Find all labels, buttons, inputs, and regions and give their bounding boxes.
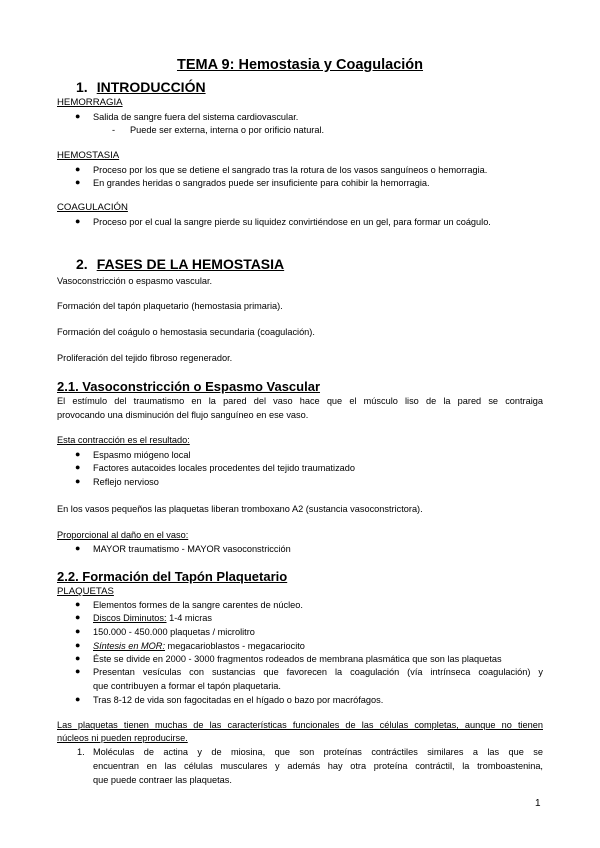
bullet-text: Elementos formes de la sangre carentes de núcleo. — [93, 600, 303, 610]
bullet-text: Éste se divide en 2000 - 3000 fragmentos rodeados de membrana plasmática que son las plaquetas — [93, 654, 502, 664]
bullet-text-underlined: Discos Diminutos: — [93, 613, 167, 623]
hemostasia-label: HEMOSTASIA — [57, 150, 120, 161]
plaquetas-bullet-3 — [75, 626, 255, 637]
bullet-text: Salida de sangre fuera del sistema cardiovascular. — [93, 112, 299, 122]
bullet-icon: ● — [75, 216, 81, 226]
bullet-text: Espasmo miógeno local — [93, 450, 191, 460]
bullet-icon: ● — [75, 177, 81, 187]
bullet-text: En grandes heridas o sangrados puede ser insuficiente para cohibir la hemorragia. — [93, 178, 430, 188]
plaquetas-label: PLAQUETAS — [57, 586, 114, 597]
page-number: 1 — [535, 798, 541, 809]
document-title: TEMA 9: Hemostasia y Coagulación — [176, 57, 424, 73]
result-bullet-2 — [75, 462, 355, 473]
bullet-icon: ● — [75, 612, 81, 622]
proportional-label: Proporcional al daño en el vaso: — [57, 530, 189, 540]
subsection-2-1-heading: 2.1. Vasoconstricción o Espasmo Vascular — [57, 379, 321, 394]
bullet-text-underlined: Síntesis en MOR: — [93, 641, 165, 651]
coagulacion-label: COAGULACIÓN — [57, 202, 128, 213]
bullet-text: 150.000 - 450.000 plaquetas / microlitro — [93, 627, 255, 637]
bullet-icon: ● — [75, 111, 81, 121]
bullet-text: Factores autacoides locales procedentes del tejido traumatizado — [93, 463, 355, 473]
bullet-icon: ● — [75, 653, 81, 663]
section-2-heading — [76, 256, 284, 272]
dash-text: Puede ser externa, interna o por orificio natural. — [130, 125, 325, 135]
bullet-icon: ● — [75, 626, 81, 636]
paragraph-line: Las plaquetas tienen muchas de las características funcionales de las células completas, aunque no tienen — [57, 720, 543, 730]
bullet-text: Tras 8-12 de vida son fagocitadas en el hígado o bazo por macrófagos. — [93, 695, 384, 705]
plaquetas-bullet-2 — [75, 612, 212, 623]
bullet-text: MAYOR traumatismo - MAYOR vasoconstricción — [93, 544, 291, 554]
plaquetas-bullet-5 — [75, 653, 502, 664]
paragraph-line: núcleos ni pueden reproducirse. — [57, 733, 188, 743]
section-2-title: FASES DE LA HEMOSTASIA — [96, 256, 285, 272]
bullet-icon: ● — [75, 164, 81, 174]
bullet-icon: ● — [75, 476, 81, 486]
phase-1: Vasoconstricción o espasmo vascular. — [57, 276, 213, 286]
bullet-icon: ● — [75, 449, 81, 459]
dash-icon: - — [112, 125, 116, 135]
paragraph-line: Presentan vesículas con sustancias que favorecen la coagulación (vía intrínseca coagulación) y — [93, 667, 543, 677]
bullet-text: Reflejo nervioso — [93, 477, 159, 487]
hemostasia-bullet-1 — [75, 164, 488, 175]
plaquetas-bullet-7 — [75, 694, 384, 705]
section-1-title: INTRODUCCIÓN — [96, 79, 206, 95]
plaquetas-bullet-1 — [75, 599, 303, 610]
hemorragia-bullet-1 — [75, 111, 299, 122]
hemostasia-bullet-2 — [75, 177, 430, 188]
phase-2: Formación del tapón plaquetario (hemostasia primaria). — [57, 301, 283, 311]
bullet-text: megacarioblastos - megacariocito — [165, 641, 305, 651]
coagulacion-bullet-1 — [75, 216, 491, 227]
bullet-text: 1-4 micras — [166, 613, 212, 623]
numbered-item-1-number: 1. — [77, 747, 85, 757]
plaquetas-bullet-4 — [75, 640, 305, 651]
phase-4: Proliferación del tejido fibroso regenerador. — [57, 353, 233, 363]
bullet-text: Proceso por el cual la sangre pierde su liquidez convirtiéndose en un gel, para formar un coágulo. — [93, 217, 491, 227]
bullet-icon: ● — [75, 666, 81, 676]
hemorragia-dash-1 — [112, 125, 325, 135]
paragraph-line: El estímulo del traumatismo en la pared del vaso hace que el músculo liso de la pared se contraiga — [57, 396, 543, 406]
result-bullet-3 — [75, 476, 159, 487]
paragraph-line: que contribuyen a formar el tapón plaquetaria. — [93, 681, 281, 691]
bullet-icon: ● — [75, 462, 81, 472]
paragraph-line: provocando una disminución del flujo sanguíneo en ese vaso. — [57, 410, 309, 420]
bullet-icon: ● — [75, 543, 81, 553]
subsection-2-2-heading: 2.2. Formación del Tapón Plaquetario — [57, 569, 288, 584]
section-1-number: 1. — [76, 79, 88, 95]
bullet-icon: ● — [75, 640, 81, 650]
section-2-number: 2. — [76, 256, 88, 272]
result-bullet-1 — [75, 449, 191, 460]
paragraph-line: Moléculas de actina y de miosina, que son proteínas contráctiles similares a las que se — [93, 747, 543, 757]
bullet-text: Proceso por los que se detiene el sangrado tras la rotura de los vasos sanguíneos o hemorragia. — [93, 165, 488, 175]
paragraph-line: que puede contraer las plaquetas. — [93, 775, 232, 785]
small-vessels-paragraph: En los vasos pequeños las plaquetas liberan tromboxano A2 (sustancia vasoconstrictora). — [57, 504, 423, 514]
proportional-bullet-1 — [75, 543, 291, 554]
bullet-icon: ● — [75, 694, 81, 704]
result-label: Esta contracción es el resultado: — [57, 435, 190, 445]
section-1-heading — [76, 79, 206, 95]
paragraph-line: encuentran en las células musculares y además hay otra proteína contráctil, la tromboastenina, — [93, 761, 543, 771]
phase-3: Formación del coágulo o hemostasia secundaria (coagulación). — [57, 327, 315, 337]
hemorragia-label: HEMORRAGIA — [57, 97, 123, 108]
bullet-icon: ● — [75, 599, 81, 609]
